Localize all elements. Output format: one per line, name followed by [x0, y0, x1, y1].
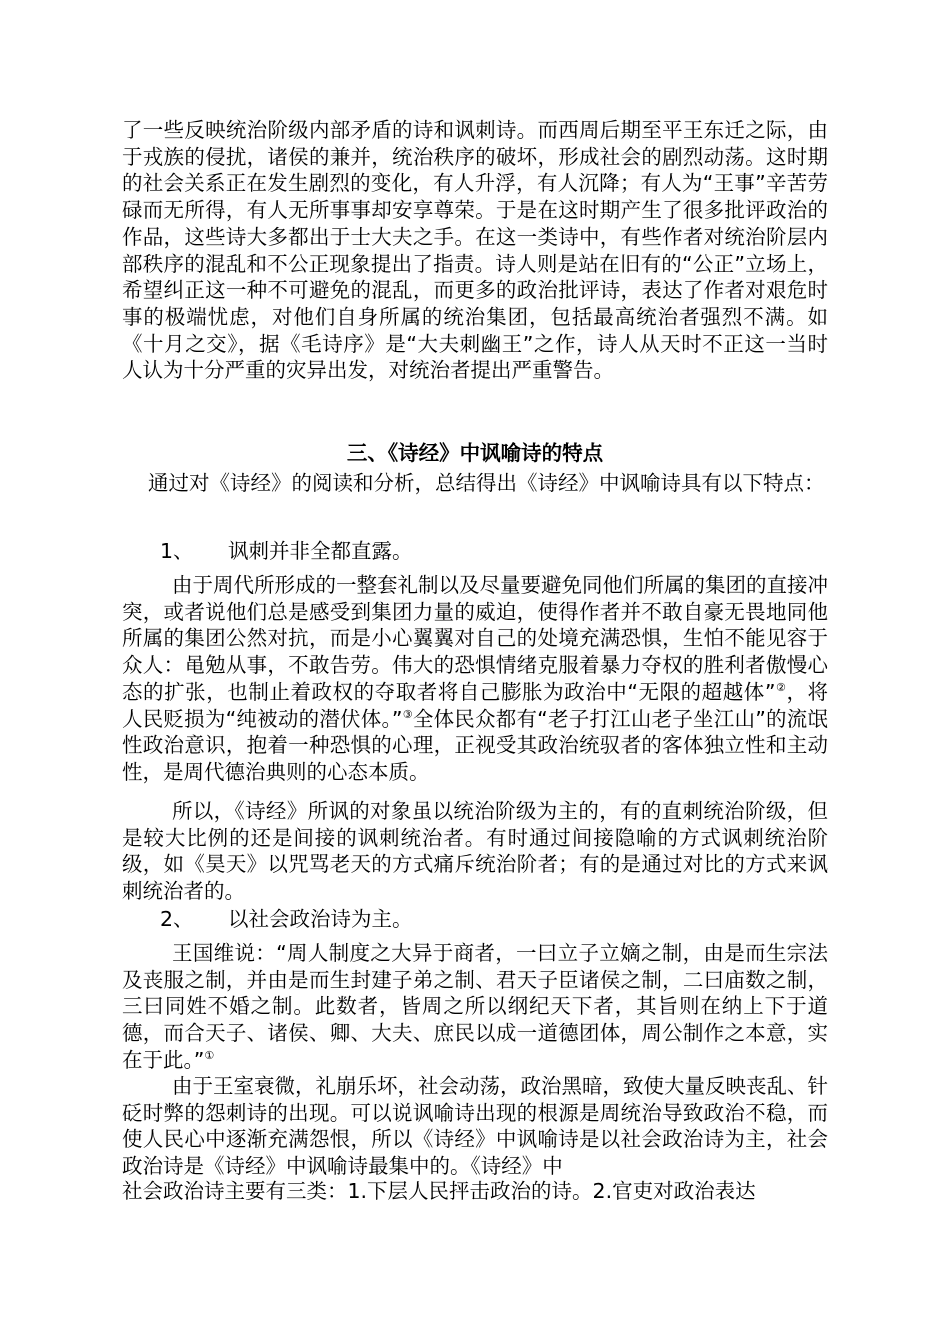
paragraph-text: ，将人民贬损为“纯被动的潜伏体。” [122, 679, 828, 731]
paragraph-text: 全体民众都有“老子打江山老子坐江山”的流氓性政治意识，抱着一种恐惧的心理，正视受其政治统驭者的客体独立性和主动性，是周代德治典则的心态本质。 [122, 706, 828, 784]
paragraph-text: 了一些反映统治阶级内部矛盾的诗和讽刺诗。而西周后期至平王东迁之际，由于戎族的侵扰，诸侯的兼并，统治秩序的破坏，形成社会的剧烈动荡。这时期的社会关系正在发生剧烈的变化，有人升浮，有人沉降；有人为“王事”辛苦劳碌而无所得，有人无所事事却安享尊荣。于是在这时期产生了很多批评政治的作品，这些诗大多都出于士大夫之手。在这一类诗中，有些作者对统治阶层内部秩序的混乱和不公正现象提出了指责。诗人则是站在旧有的“公正”立场上，希望纠正这一种不可避免的混乱，而更多的政治批评诗，表达了作者对艰危时事的极端忧虑，对他们自身所属的统治集团，包括最高统治者强烈不满。如《十月之交》，据《毛诗序》是“大夫刺幽王”之作，诗人从天时不正这一当时人认为十分严重的灾异出发，对统治者提出严重警告。 [122, 118, 828, 383]
list-item-1 [160, 538, 413, 565]
paragraph-text: 由于周代所形成的一整套礼制以及尽量要避免同他们所属的集团的直接冲突，或者说他们总是感受到集团力量的威迫，使得作者并不敢自豪无畏地同他所属的集团公然对抗，而是小心翼翼对自己的处境充满恐惧，生怕不能见容于众人：黾勉从事，不敢告劳。伟大的恐惧情绪克服着暴力夺权的胜利者傲慢心态的扩张，也制止着政权的夺取者将自己膨胀为政治中“无限的超越体” [122, 573, 828, 704]
paragraph-text: 王国维说：“周人制度之大异于商者，一曰立子立嫡之制，由是而生宗法及丧服之制，并由是而生封建子弟之制、君天子臣诸侯之制，二曰庙数之制，三曰同姓不婚之制。此数者，皆周之所以纲纪天下者，其旨则在纳上下于道德，而合天子、诸侯、卿、大夫、庶民以成一道德团体，周公制作之本意，实在于此。” [122, 941, 828, 1072]
paragraph-text: 社会政治诗主要有三类：1.下层人民抨击政治的诗。2.官吏对政治表达 [122, 1179, 756, 1203]
list-item-2 [160, 906, 413, 933]
footnote-marker: ② [775, 680, 787, 694]
list-number: 1、 [160, 539, 194, 563]
paragraph-text: 由于王室衰微，礼崩乐坏，社会动荡，政治黑暗，致使大量反映丧乱、针砭时弊的怨刺诗的出现。可以说讽喻诗出现的根源是周统治导致政治不稳，而使人民心中逐渐充满怨恨，所以《诗经》中讽喻诗是以社会政治诗为主，社会政治诗是《诗经》中讽喻诗最集中的。《诗经》中 [122, 1074, 828, 1179]
list-item-text: 讽刺并非全都直露。 [228, 539, 413, 563]
paragraph-text: 通过对《诗经》的阅读和分析，总结得出《诗经》中讽喻诗具有以下特点： [148, 471, 825, 495]
paragraph-indirect-satire [122, 798, 828, 905]
footnote-marker: ① [204, 1048, 215, 1062]
paragraph-text: 所以，《诗经》所讽的对象虽以统治阶级为主的，有的直刺统治阶级，但是较大比例的还是间接的讽刺统治者。有时通过间接隐喻的方式讽刺统治阶级，如《昊天》以咒骂老天的方式痛斥统治阶者；有的是通过对比的方式来讽刺统治者的。 [122, 799, 828, 904]
paragraph-political-criticism [122, 117, 828, 384]
footnote-marker: ③ [402, 707, 413, 721]
paragraph-fear-of-group [122, 572, 828, 786]
list-number: 2、 [160, 907, 194, 931]
section-heading: 三、《诗经》中讽喻诗的特点 [346, 441, 604, 465]
paragraph-wang-guowei-quote [122, 940, 828, 1074]
paragraph-intro [122, 470, 828, 497]
paragraph-royal-decline [122, 1073, 828, 1180]
paragraph-three-types [122, 1178, 828, 1205]
list-item-text: 以社会政治诗为主。 [228, 907, 413, 931]
